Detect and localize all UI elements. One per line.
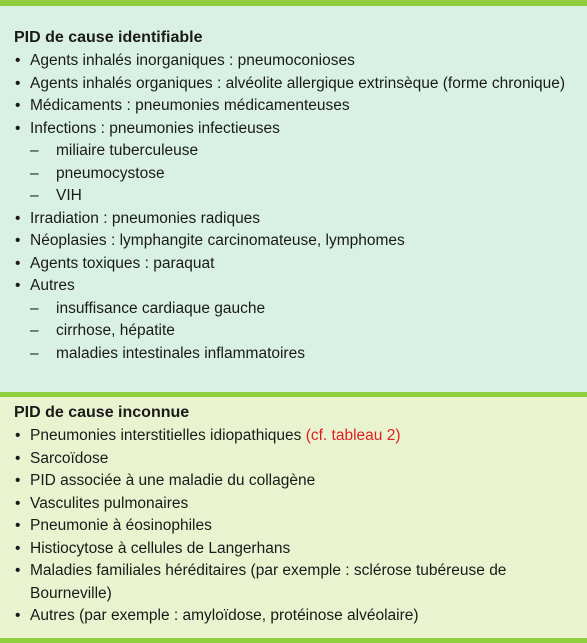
bullet-marker: • bbox=[15, 119, 21, 137]
dash-marker: – bbox=[30, 142, 39, 159]
sub-list-item bbox=[14, 185, 579, 208]
item-text: Médicaments : pneumonies médicamenteuses bbox=[30, 97, 350, 114]
bullet-marker: • bbox=[15, 562, 21, 579]
section-unknown-cause bbox=[0, 397, 587, 638]
dash-marker: – bbox=[30, 344, 39, 362]
item-text: Histiocytose à cellules de Langerhans bbox=[30, 539, 291, 557]
list-item bbox=[14, 275, 579, 298]
bullet-marker: • bbox=[15, 97, 21, 114]
list-item bbox=[14, 50, 579, 73]
list-item bbox=[14, 73, 579, 96]
bullet-marker: • bbox=[15, 74, 21, 92]
item-text: Maladies familiales héréditaires (par exemple : sclérose tubéreuse de Bourneville) bbox=[30, 562, 507, 602]
item-text: Infections : pneumonies infectieuses bbox=[30, 119, 280, 137]
section-title: PID de cause inconnue bbox=[14, 404, 190, 421]
item-text: cirrhose, hépatite bbox=[56, 322, 175, 339]
item-text: Irradiation : pneumonies radiques bbox=[30, 209, 261, 227]
item-text: insuffisance cardiaque gauche bbox=[56, 299, 266, 317]
list-item bbox=[14, 493, 579, 516]
list-item bbox=[14, 230, 579, 253]
item-text: Pneumonies interstitielles idiopathiques bbox=[30, 427, 306, 444]
bullet-marker: • bbox=[15, 254, 21, 272]
list-item bbox=[14, 208, 579, 231]
item-text: Agents toxiques : paraquat bbox=[30, 254, 215, 272]
bottom-accent-bar bbox=[0, 638, 587, 643]
sub-list-item bbox=[14, 298, 579, 321]
list-item bbox=[14, 560, 579, 605]
list-item bbox=[14, 448, 579, 471]
bullet-marker: • bbox=[15, 427, 21, 444]
dash-marker: – bbox=[30, 164, 39, 182]
bullet-marker: • bbox=[15, 472, 21, 489]
item-text: Néoplasies : lymphangite carcinomateuse, lymphomes bbox=[30, 232, 405, 249]
item-text: miliaire tuberculeuse bbox=[56, 142, 199, 159]
bullet-marker: • bbox=[15, 232, 21, 249]
bullet-marker: • bbox=[15, 607, 21, 624]
list-item bbox=[14, 538, 579, 561]
list-item bbox=[14, 470, 579, 493]
item-text: Autres bbox=[30, 277, 75, 294]
item-text: Vasculites pulmonaires bbox=[30, 494, 189, 512]
section-title: PID de cause identifiable bbox=[14, 29, 203, 46]
item-text: Sarcoïdose bbox=[30, 449, 109, 467]
item-text: Pneumonie à éosinophiles bbox=[30, 517, 212, 534]
sub-list-item bbox=[14, 163, 579, 186]
bullet-marker: • bbox=[15, 539, 21, 557]
bullet-marker: • bbox=[15, 494, 21, 512]
bullet-marker: • bbox=[15, 209, 21, 227]
item-text: Agents inhalés organiques : alvéolite allergique extrinsèque (forme chronique) bbox=[30, 74, 566, 92]
table-reference-link[interactable]: (cf. tableau 2) bbox=[305, 427, 401, 444]
sub-list-item bbox=[14, 320, 579, 343]
dash-marker: – bbox=[30, 299, 39, 317]
item-text: PID associée à une maladie du collagène bbox=[30, 472, 316, 489]
list-item bbox=[14, 253, 579, 276]
item-text: Autres (par exemple : amyloïdose, protéinose alvéolaire) bbox=[30, 607, 419, 624]
list-item bbox=[14, 118, 579, 141]
bullet-marker: • bbox=[15, 517, 21, 534]
item-text: pneumocystose bbox=[56, 164, 165, 182]
list-item bbox=[14, 425, 579, 448]
list-item bbox=[14, 515, 579, 538]
item-text: Agents inhalés inorganiques : pneumoconioses bbox=[30, 52, 355, 69]
dash-marker: – bbox=[30, 187, 39, 204]
sub-list-item bbox=[14, 343, 579, 366]
item-text: VIH bbox=[56, 187, 82, 204]
cause-list bbox=[14, 50, 579, 365]
section-identifiable-cause bbox=[0, 6, 587, 392]
list-item bbox=[14, 605, 579, 628]
bullet-marker: • bbox=[15, 449, 21, 467]
list-item bbox=[14, 95, 579, 118]
dash-marker: – bbox=[30, 322, 39, 339]
bullet-marker: • bbox=[15, 52, 21, 69]
sub-list-item bbox=[14, 140, 579, 163]
item-text: maladies intestinales inflammatoires bbox=[56, 344, 305, 362]
cause-list bbox=[14, 425, 579, 628]
bullet-marker: • bbox=[15, 277, 21, 294]
